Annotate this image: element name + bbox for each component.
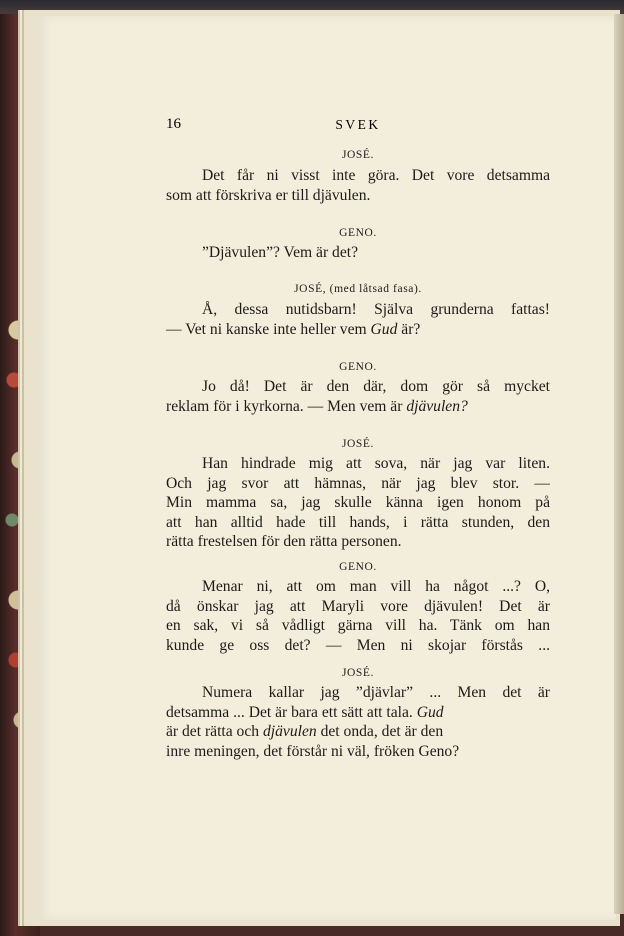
italic-word: Gud bbox=[416, 703, 444, 721]
dialogue-line: kunde ge oss det? — Men ni skojar förstås ... bbox=[166, 636, 550, 654]
dialogue-line: Min mamma sa, jag skulle känna igen honom på bbox=[166, 494, 550, 511]
dialogue-line: Jo då! Det är den där, dom gör så mycket bbox=[202, 378, 550, 395]
dialogue-line: att han alltid hade till hands, i rätta stunden, den bbox=[166, 513, 550, 531]
dialogue-line: som att förskriva er till djävulen. bbox=[166, 186, 371, 204]
dialogue-line: Han hindrade mig att sova, när jag var liten. bbox=[202, 455, 550, 472]
dialogue-line: ”Djävulen”? Vem är det? bbox=[202, 244, 359, 261]
dialogue-text: — Vet ni kanske inte heller vem bbox=[166, 320, 371, 338]
speaker-label: JOSÉ. bbox=[341, 149, 375, 161]
italic-word: Gud bbox=[370, 320, 398, 338]
speaker-label: GENO. bbox=[339, 227, 377, 239]
dialogue-text: detsamma ... Det är bara ett sätt att tala. bbox=[166, 703, 417, 721]
dialogue-line: inre meningen, det förstår ni väl, fröken Geno? bbox=[166, 742, 460, 760]
dialogue-line: Och jag svor att hämnas, när jag blev stor. — bbox=[166, 474, 550, 492]
dialogue-line: Å, dessa nutidsbarn! Själva grunderna fattas! bbox=[202, 301, 550, 318]
running-title: SVEK bbox=[335, 117, 381, 132]
dialogue-line: Numera kallar jag ”djävlar” ... Men det är bbox=[202, 684, 550, 701]
italic-word: djävulen? bbox=[406, 397, 468, 415]
speaker-label: GENO. bbox=[339, 561, 377, 573]
dialogue-line: då önskar jag att Maryli vore djävulen! Det är bbox=[166, 597, 550, 615]
dialogue-line bbox=[166, 320, 550, 340]
page-right-edge bbox=[614, 14, 624, 914]
dialogue-line bbox=[166, 703, 550, 723]
speaker-label: JOSÉ. bbox=[341, 438, 375, 450]
stage-direction: (med låtsad fasa). bbox=[329, 283, 422, 295]
speaker-label: GENO. bbox=[339, 361, 377, 373]
italic-word: djävulen bbox=[262, 723, 317, 740]
dialogue-text: det onda, det är den bbox=[316, 723, 444, 740]
dialogue-line bbox=[166, 722, 550, 742]
dialogue-line: Det får ni visst inte göra. Det vore detsamma bbox=[202, 167, 550, 184]
dialogue-text: är? bbox=[397, 320, 421, 338]
speaker-name: JOSÉ, bbox=[294, 283, 327, 295]
page-header bbox=[166, 116, 550, 136]
dialogue-text: reklam för i kyrkorna. — Men vem är bbox=[166, 397, 407, 415]
speaker-label bbox=[166, 280, 550, 300]
dialogue-line: en sak, vi så vådligt gärna vill ha. Tänk om han bbox=[166, 617, 550, 634]
dialogue-line: rätta frestelsen för den rätta personen. bbox=[166, 533, 402, 550]
dialogue-line: Menar ni, att om man vill ha något ...? O, bbox=[202, 578, 550, 595]
page-number: 16 bbox=[166, 116, 181, 132]
speaker-label: JOSÉ. bbox=[341, 667, 375, 679]
dialogue-line bbox=[166, 397, 550, 417]
dialogue-text: är det rätta och bbox=[166, 723, 263, 740]
